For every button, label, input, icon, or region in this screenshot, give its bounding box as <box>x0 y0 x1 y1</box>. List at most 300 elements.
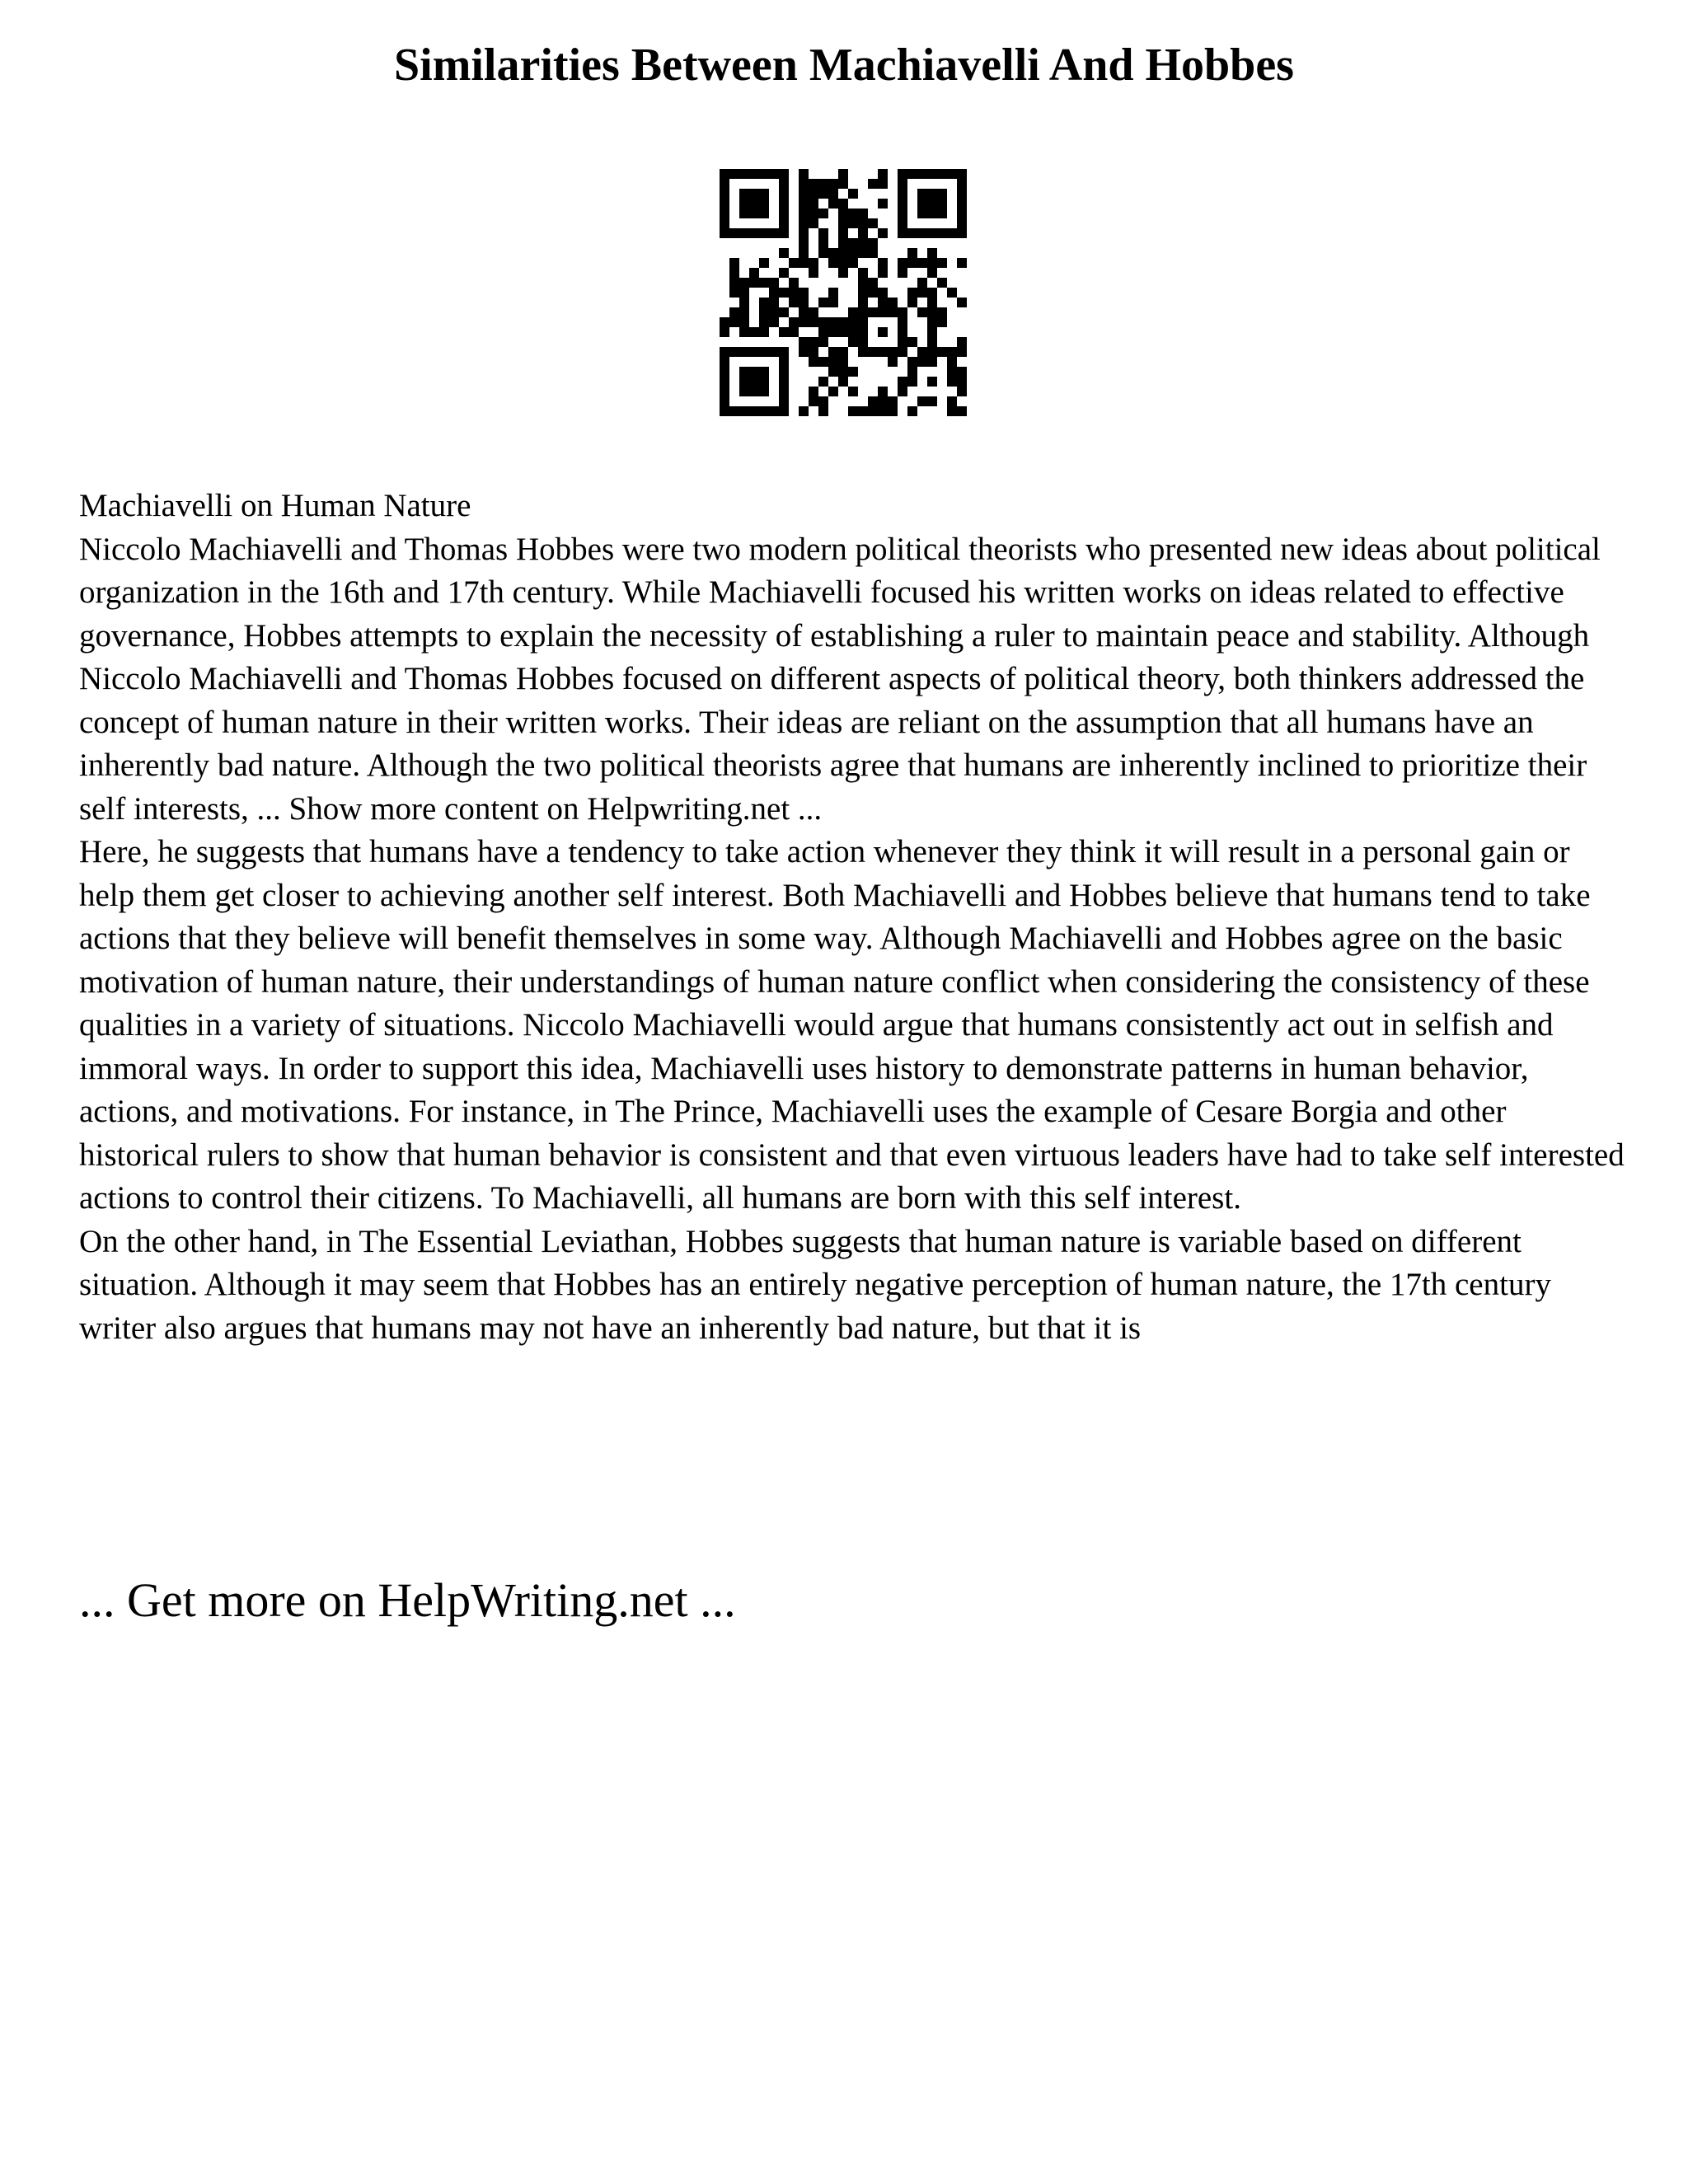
qr-module <box>779 248 789 258</box>
qr-module <box>927 317 937 327</box>
qr-module <box>749 327 759 337</box>
qr-module <box>907 228 917 238</box>
qr-module <box>848 258 858 268</box>
qr-module <box>818 228 828 238</box>
get-more-link[interactable]: ... Get more on HelpWriting.net ... <box>79 1573 736 1627</box>
qr-module <box>828 347 838 357</box>
qr-module <box>878 406 888 416</box>
qr-module <box>898 218 907 228</box>
qr-module <box>828 258 838 268</box>
paragraph: Niccolo Machiavelli and Thomas Hobbes were two modern political theorists who presented new ideas about political organization in the 16th and 17th century. While Machiavelli focused his written works on ideas related to effective governance, Hobbes attempts to explain the necessity of establishing a ruler to maintain peace and stability. Although Niccolo Machiavelli and Thomas Hobbes focused on different aspects of political theory, both thinkers addressed the concept of human nature in their written works. Their ideas are reliant on the assumption that all humans have an inherently bad nature. Although the two political theorists agree that humans are inherently inclined to prioritize their self interests, ... Show more content on Helpwriting.net ... <box>79 531 1601 827</box>
qr-module <box>720 179 729 189</box>
qr-module <box>818 406 828 416</box>
qr-module <box>720 199 729 209</box>
qr-module <box>898 199 907 209</box>
qr-module <box>828 248 838 258</box>
qr-module <box>838 367 848 377</box>
section-heading: Machiavelli on Human Nature <box>79 488 471 523</box>
qr-module <box>858 406 868 416</box>
qr-module <box>720 327 729 337</box>
qr-module <box>907 258 917 268</box>
qr-module <box>907 298 917 307</box>
qr-module <box>799 169 809 179</box>
qr-module <box>789 317 799 327</box>
qr-module <box>809 317 818 327</box>
qr-module <box>838 357 848 367</box>
qr-module <box>898 179 907 189</box>
qr-module <box>818 238 828 248</box>
qr-module <box>729 288 739 298</box>
qr-module <box>858 317 868 327</box>
qr-module <box>907 357 917 367</box>
qr-module <box>779 357 789 367</box>
qr-module <box>927 248 937 258</box>
qr-module <box>779 268 789 278</box>
qr-module <box>828 317 838 327</box>
qr-module <box>720 169 729 179</box>
qr-module <box>848 317 858 327</box>
qr-module <box>720 357 729 367</box>
qr-module <box>809 357 818 367</box>
qr-module <box>720 387 729 396</box>
qr-module <box>739 278 749 288</box>
qr-module <box>739 288 749 298</box>
qr-module <box>838 347 848 357</box>
qr-module <box>759 307 769 317</box>
qr-module <box>769 406 779 416</box>
qr-module <box>799 307 809 317</box>
qr-module <box>739 189 749 199</box>
qr-module <box>858 268 868 278</box>
qr-module <box>729 317 739 327</box>
document-body <box>79 485 1629 1350</box>
qr-module <box>848 189 858 199</box>
qr-module <box>947 406 957 416</box>
qr-module <box>818 298 828 307</box>
qr-module <box>739 199 749 209</box>
qr-module <box>828 288 838 298</box>
qr-module <box>759 209 769 218</box>
qr-module <box>927 169 937 179</box>
qr-module <box>749 347 759 357</box>
qr-module <box>898 307 907 317</box>
qr-module <box>739 347 749 357</box>
qr-module <box>818 317 828 327</box>
qr-module <box>759 258 769 268</box>
qr-module <box>749 377 759 387</box>
qr-module <box>957 347 967 357</box>
qr-module <box>809 307 818 317</box>
qr-module <box>779 179 789 189</box>
qr-module <box>898 258 907 268</box>
qr-module <box>779 288 789 298</box>
qr-module <box>818 357 828 367</box>
qr-module <box>878 387 888 396</box>
qr-module <box>809 396 818 406</box>
qr-module <box>789 258 799 268</box>
qr-module <box>749 367 759 377</box>
qr-module <box>898 317 907 327</box>
qr-module <box>779 307 789 317</box>
qr-module <box>937 307 947 317</box>
qr-module <box>809 347 818 357</box>
qr-module <box>878 347 888 357</box>
qr-module <box>898 337 907 347</box>
qr-module <box>838 327 848 337</box>
qr-module <box>739 387 749 396</box>
qr-module <box>759 387 769 396</box>
qr-module <box>917 258 927 268</box>
qr-module <box>749 228 759 238</box>
qr-module <box>898 189 907 199</box>
qr-module <box>937 317 947 327</box>
qr-module <box>917 396 927 406</box>
qr-module <box>809 337 818 347</box>
qr-module <box>720 396 729 406</box>
qr-module <box>779 367 789 377</box>
qr-module <box>927 258 937 268</box>
qr-module <box>739 406 749 416</box>
qr-module <box>937 209 947 218</box>
qr-module <box>779 396 789 406</box>
qr-module <box>957 377 967 387</box>
qr-module <box>878 396 888 406</box>
qr-module <box>878 288 888 298</box>
qr-module <box>878 298 888 307</box>
qr-module <box>759 317 769 327</box>
qr-module <box>809 218 818 228</box>
qr-module <box>729 347 739 357</box>
qr-module <box>937 347 947 357</box>
qr-module <box>878 258 888 268</box>
qr-module <box>848 406 858 416</box>
qr-module <box>957 218 967 228</box>
qr-module <box>917 357 927 367</box>
qr-module <box>789 298 799 307</box>
qr-module <box>779 387 789 396</box>
qr-module <box>769 228 779 238</box>
qr-module <box>729 258 739 268</box>
qr-module <box>957 228 967 238</box>
qr-module <box>937 199 947 209</box>
qr-module <box>917 169 927 179</box>
qr-module <box>769 298 779 307</box>
qr-module <box>739 317 749 327</box>
qr-module <box>799 228 809 238</box>
qr-module <box>838 169 848 179</box>
qr-module <box>759 189 769 199</box>
qr-module <box>927 288 937 298</box>
qr-module <box>937 258 947 268</box>
qr-module <box>848 218 858 228</box>
qr-module <box>828 387 838 396</box>
qr-module <box>779 218 789 228</box>
qr-module <box>848 238 858 248</box>
qr-module <box>838 209 848 218</box>
qr-module <box>848 307 858 317</box>
qr-module <box>769 288 779 298</box>
qr-module <box>799 258 809 268</box>
qr-module <box>878 179 888 189</box>
qr-module <box>818 377 828 387</box>
qr-module <box>927 357 937 367</box>
qr-module <box>720 209 729 218</box>
qr-module <box>720 228 729 238</box>
qr-module <box>878 228 888 238</box>
qr-module <box>848 367 858 377</box>
qr-module <box>917 347 927 357</box>
qr-module <box>878 327 888 337</box>
qr-module <box>907 288 917 298</box>
qr-module <box>907 169 917 179</box>
qr-module <box>769 347 779 357</box>
qr-module <box>809 258 818 268</box>
qr-module <box>868 347 878 357</box>
qr-module <box>927 298 937 307</box>
qr-module <box>749 387 759 396</box>
qr-module <box>828 298 838 307</box>
qr-module <box>818 337 828 347</box>
qr-module <box>828 199 838 209</box>
qr-module <box>809 209 818 218</box>
qr-module <box>898 387 907 396</box>
qr-module <box>729 307 739 317</box>
qr-module <box>799 199 809 209</box>
qr-module <box>739 327 749 337</box>
qr-module <box>898 228 907 238</box>
qr-module <box>858 337 868 347</box>
qr-module <box>878 268 888 278</box>
qr-module <box>739 228 749 238</box>
qr-module <box>957 367 967 377</box>
qr-module <box>868 238 878 248</box>
qr-module <box>779 209 789 218</box>
qr-module <box>809 179 818 189</box>
qr-module <box>739 377 749 387</box>
qr-module <box>927 228 937 238</box>
qr-module <box>888 347 898 357</box>
qr-module <box>907 377 917 387</box>
qr-module <box>759 169 769 179</box>
qr-module <box>917 209 927 218</box>
qr-module <box>868 218 878 228</box>
qr-module <box>799 248 809 258</box>
qr-module <box>858 218 868 228</box>
qr-module <box>838 258 848 268</box>
qr-module <box>947 228 957 238</box>
qr-module <box>878 307 888 317</box>
qr-module <box>759 367 769 377</box>
qr-module <box>868 278 878 288</box>
qr-module <box>898 169 907 179</box>
qr-module <box>838 179 848 189</box>
qr-module <box>838 377 848 387</box>
qr-module <box>858 228 868 238</box>
qr-module <box>779 228 789 238</box>
qr-module <box>848 327 858 337</box>
qr-module <box>907 406 917 416</box>
qr-module <box>729 268 739 278</box>
qr-module <box>858 238 868 248</box>
qr-module <box>858 307 868 317</box>
qr-code-icon <box>720 169 967 416</box>
qr-module <box>898 209 907 218</box>
qr-module <box>947 357 957 367</box>
qr-module <box>838 199 848 209</box>
paragraph: On the other hand, in The Essential Leviathan, Hobbes suggests that human nature is variable based on different situation. Although it may seem that Hobbes has an entirely negative perception of human nature, the 17th century writer also argues that humans may not have an inherently bad nature, but that it is <box>79 1223 1551 1346</box>
qr-module <box>759 278 769 288</box>
qr-module <box>818 248 828 258</box>
qr-module <box>957 337 967 347</box>
qr-module <box>927 327 937 337</box>
qr-module <box>838 228 848 238</box>
qr-module <box>720 377 729 387</box>
qr-module <box>858 288 868 298</box>
qr-module <box>809 268 818 278</box>
qr-module <box>720 347 729 357</box>
qr-module <box>818 209 828 218</box>
qr-module <box>729 406 739 416</box>
qr-module <box>947 396 957 406</box>
qr-module <box>809 387 818 396</box>
qr-module <box>818 396 828 406</box>
qr-module <box>799 298 809 307</box>
qr-module <box>769 317 779 327</box>
qr-module <box>769 169 779 179</box>
paragraph: Here, he suggests that humans have a tendency to take action whenever they think it will result in a personal gain or help them get closer to achieving another self interest. Both Machiavelli and Hobbes believe that humans tend to take actions that they believe will benefit themselves in some way. Although Machiavelli and Hobbes agree on the basic motivation of human nature, their understandings of human nature conflict when considering the consistency of these qualities in a variety of situations. Niccolo Machiavelli would argue that humans consistently act out in selfish and immoral ways. In order to support this idea, Machiavelli uses history to demonstrate patterns in human behavior, actions, and motivations. For instance, in The Prince, Machiavelli uses the example of Cesare Borgia and other historical rulers to show that human behavior is consistent and that even virtuous leaders have had to take self interested actions to control their citizens. To Machiavelli, all humans are born with this self interest. <box>79 834 1625 1216</box>
qr-module <box>957 199 967 209</box>
qr-module <box>957 189 967 199</box>
qr-module <box>868 396 878 406</box>
qr-module <box>739 307 749 317</box>
qr-module <box>799 218 809 228</box>
qr-module <box>729 278 739 288</box>
qr-module <box>858 327 868 337</box>
qr-module <box>868 307 878 317</box>
qr-module <box>898 268 907 278</box>
qr-module <box>858 278 868 288</box>
qr-module <box>927 189 937 199</box>
qr-module <box>759 406 769 416</box>
qr-module <box>759 199 769 209</box>
qr-module <box>927 199 937 209</box>
qr-module <box>858 248 868 258</box>
qr-module <box>927 396 937 406</box>
qr-module <box>720 406 729 416</box>
qr-module <box>868 288 878 298</box>
qr-module <box>789 288 799 298</box>
qr-module <box>888 298 898 307</box>
qr-module <box>809 189 818 199</box>
qr-module <box>828 357 838 367</box>
qr-module <box>828 327 838 337</box>
qr-module <box>799 189 809 199</box>
qr-module <box>749 209 759 218</box>
document-title: Similarities Between Machiavelli And Hobbes <box>394 40 1294 91</box>
qr-module <box>789 278 799 288</box>
qr-module <box>947 367 957 377</box>
qr-module <box>828 179 838 189</box>
qr-module <box>769 307 779 317</box>
qr-module <box>917 288 927 298</box>
qr-module <box>907 367 917 377</box>
qr-module <box>957 169 967 179</box>
qr-module <box>818 327 828 337</box>
qr-module <box>947 377 957 387</box>
qr-module <box>947 288 957 298</box>
qr-module <box>888 357 898 367</box>
qr-module <box>868 179 878 189</box>
qr-module <box>957 387 967 396</box>
qr-module <box>729 228 739 238</box>
qr-module <box>868 248 878 258</box>
qr-module <box>759 298 769 307</box>
qr-module <box>838 238 848 248</box>
qr-module <box>739 209 749 218</box>
qr-module <box>848 387 858 396</box>
qr-module <box>799 406 809 416</box>
qr-module <box>838 317 848 327</box>
qr-module <box>749 406 759 416</box>
qr-module <box>917 189 927 199</box>
qr-module <box>878 199 888 209</box>
qr-module <box>779 199 789 209</box>
qr-module <box>957 179 967 189</box>
qr-module <box>818 189 828 199</box>
qr-module <box>729 169 739 179</box>
qr-module <box>720 317 729 327</box>
qr-module <box>868 406 878 416</box>
qr-module <box>799 238 809 248</box>
qr-module <box>848 209 858 218</box>
qr-module <box>818 179 828 189</box>
qr-module <box>759 377 769 387</box>
qr-module <box>749 278 759 288</box>
qr-module <box>720 367 729 377</box>
qr-module <box>779 189 789 199</box>
qr-module <box>799 288 809 298</box>
qr-module <box>957 406 967 416</box>
qr-module <box>957 298 967 307</box>
qr-module <box>720 189 729 199</box>
qr-module <box>888 396 898 406</box>
qr-module <box>779 377 789 387</box>
qr-module <box>878 169 888 179</box>
qr-module <box>917 228 927 238</box>
qr-module <box>917 307 927 317</box>
qr-module <box>759 347 769 357</box>
qr-module <box>898 377 907 387</box>
qr-module <box>917 199 927 209</box>
qr-module <box>937 189 947 199</box>
qr-module <box>799 337 809 347</box>
qr-module <box>809 199 818 209</box>
qr-module <box>848 337 858 347</box>
qr-module <box>838 218 848 228</box>
qr-module <box>957 209 967 218</box>
qr-module <box>848 248 858 258</box>
qr-module <box>888 406 898 416</box>
qr-module <box>828 367 838 377</box>
qr-module <box>779 406 789 416</box>
qr-module <box>937 228 947 238</box>
qr-module <box>749 189 759 199</box>
qr-module <box>947 347 957 357</box>
qr-module <box>898 327 907 337</box>
qr-module <box>779 169 789 179</box>
qr-module <box>927 377 937 387</box>
qr-module <box>927 337 937 347</box>
